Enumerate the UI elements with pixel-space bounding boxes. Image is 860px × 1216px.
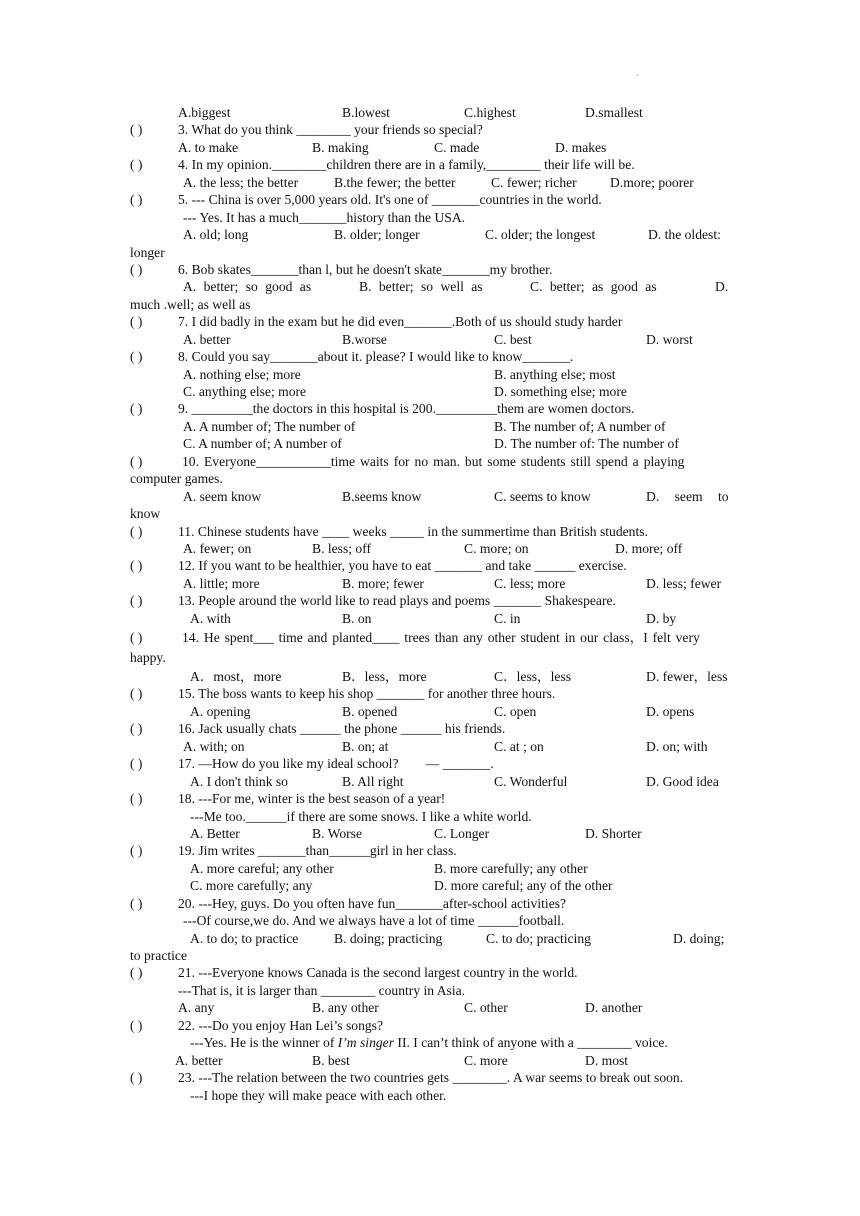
q21-options: [130, 999, 730, 1016]
q20-option-d: D. doing;: [673, 930, 725, 946]
q7-option-c: C. best: [494, 331, 532, 347]
q22-dialogue-post: II. I can’t think of anyone with a ________ voice.: [394, 1035, 668, 1051]
q14-stem-wrap: happy.: [130, 649, 166, 665]
q22-stem: 22. ---Do you enjoy Han Lei’s songs?: [178, 1017, 384, 1033]
q2-option-c: C.highest: [464, 105, 516, 120]
q18-option-b: B. Worse: [312, 825, 363, 841]
answer-blank: ( ): [130, 261, 143, 277]
q12-option-b: B. more; fewer: [342, 575, 424, 591]
q20-options: [130, 930, 730, 947]
answer-blank: ( ): [130, 630, 143, 646]
q15-option-c: C. open: [494, 703, 537, 719]
answer-blank: ( ): [130, 157, 143, 173]
q12-option-a: A. little; more: [183, 575, 260, 591]
q11-option-d: D. more; off: [615, 540, 683, 556]
q21-option-a: A. any: [178, 1000, 215, 1016]
q5-option-d-wrap: longer: [130, 244, 165, 260]
answer-blank: ( ): [130, 349, 143, 365]
q7-option-d: D. worst: [646, 331, 693, 347]
q10-option-a: A. seem know: [183, 488, 262, 504]
q23-line2: [130, 1087, 730, 1104]
q5-stem-line: [130, 191, 730, 208]
q19-stem-line: [130, 842, 730, 859]
q8-option-b: B. anything else; most: [494, 366, 616, 382]
q10-option-c: C. seems to know: [494, 488, 591, 504]
q8-option-a: A. nothing else; more: [183, 366, 301, 382]
q22-option-d: D. most: [585, 1052, 629, 1068]
q10-stem-line: [130, 453, 730, 470]
q10-stem: 10. Everyone___________time waits for no man. but some students still spend a playing: [182, 453, 685, 469]
q22-song-title: I’m singer: [337, 1035, 395, 1051]
q20-option-c: C. to do; practicing: [486, 930, 591, 946]
q10-option-b: B.seems know: [342, 488, 422, 504]
q17-options: [130, 773, 730, 790]
q20-option-d-wrap: to practice: [130, 948, 187, 963]
q3-options: [130, 139, 730, 156]
q10-stem-wrap: computer games.: [130, 471, 223, 487]
q22-dialogue-pre: ---Yes. He is the winner of: [190, 1035, 338, 1051]
q16-options: [130, 738, 730, 755]
q4-option-a: A. the less; the better: [183, 174, 299, 190]
q11-option-c: C. more; on: [464, 540, 529, 556]
q10-option-d-wrap: know: [130, 506, 161, 522]
q3-option-b: B. making: [312, 139, 369, 155]
q5-stem: 5. --- China is over 5,000 years old. It's one of _______countries in the world.: [178, 192, 602, 208]
q16-stem: 16. Jack usually chats ______ the phone ______ his friends.: [178, 721, 506, 737]
q9-options-row2: [130, 435, 730, 452]
q17-stem-line: [130, 755, 730, 772]
q18-stem-line: [130, 790, 730, 807]
q15-option-d: D. opens: [646, 703, 695, 719]
q6-option-b: B. better; so well as: [359, 279, 483, 295]
q14-option-d: D. fewer，less: [646, 669, 728, 684]
q5-option-a: A. old; long: [183, 227, 249, 243]
q13-option-c: C. in: [494, 610, 521, 626]
q3-stem: 3. What do you think ________ your friends so special?: [178, 122, 483, 138]
q7-stem-line: [130, 313, 730, 330]
q19-option-b: B. more carefully; any other: [434, 860, 588, 876]
q13-options: [130, 610, 730, 627]
q18-stem: 18. ---For me, winter is the best season of a year!: [178, 791, 446, 807]
q19-option-c: C. more carefully; any: [190, 878, 313, 894]
q23-dialogue: ---I hope they will make peace with each other.: [190, 1087, 447, 1103]
q13-option-d: D. by: [646, 610, 677, 626]
q22-dialogue: [190, 1034, 668, 1051]
q6-wrap: [130, 296, 730, 313]
q10-option-d: D. seem to: [646, 488, 729, 504]
q22-stem-line: [130, 1017, 730, 1034]
q16-option-d: D. on; with: [646, 738, 708, 754]
q18-dialogue: ---Me too.______if there are some snows. I like a white world.: [190, 808, 532, 824]
q15-options: [130, 703, 730, 720]
q12-stem-line: [130, 557, 730, 574]
q14-option-a: A．most，more: [190, 669, 282, 684]
q14-stem: 14. He spent___ time and planted____ trees than any other student in our class，I felt very: [182, 630, 700, 646]
answer-blank: ( ): [130, 1017, 143, 1033]
q14-stem-line: [130, 629, 730, 646]
q19-options-row1: [130, 860, 730, 877]
q4-options: [130, 174, 730, 191]
answer-blank: ( ): [130, 686, 143, 702]
q7-options: [130, 331, 730, 348]
answer-blank: ( ): [130, 895, 143, 911]
q10-wrap: [130, 505, 730, 522]
answer-blank: ( ): [130, 192, 143, 208]
q3-option-a: A. to make: [178, 139, 239, 155]
q16-stem-line: [130, 720, 730, 737]
q17-option-a: A. I don't think so: [190, 773, 288, 789]
q20-option-a: A. to do; to practice: [190, 930, 299, 946]
q11-stem-line: [130, 523, 730, 540]
q5-wrap: [130, 244, 730, 261]
q22-line2: [130, 1034, 730, 1051]
q22-option-a: A. better: [175, 1052, 223, 1068]
q5-option-d: D. the oldest:: [648, 227, 721, 243]
q19-options-row2: [130, 877, 730, 894]
q13-stem-line: [130, 592, 730, 609]
q10-stem-wrap-line: [130, 470, 730, 487]
q22-option-c: C. more: [464, 1052, 508, 1068]
q21-option-d: D. another: [585, 1000, 643, 1016]
q22-option-b: B. best: [312, 1052, 350, 1068]
q9-options-row1: [130, 418, 730, 435]
q20-stem: 20. ---Hey, guys. Do you often have fun_______after-school activities?: [178, 895, 567, 911]
q4-stem-line: [130, 156, 730, 173]
q14-options: [130, 668, 730, 685]
q6-option-a: A. better; so good as: [183, 279, 312, 295]
q6-option-c: C. better; as good as: [530, 279, 657, 295]
q20-line2: [130, 912, 730, 929]
q13-stem: 13. People around the world like to read plays and poems _______ Shakespeare.: [178, 593, 616, 609]
q4-option-c: C. fewer; richer: [491, 174, 577, 190]
answer-blank: ( ): [130, 791, 143, 807]
q18-option-a: A. Better: [190, 825, 240, 841]
q11-option-a: A. fewer; on: [183, 540, 252, 556]
q22-options: [130, 1052, 730, 1069]
q8-option-d: D. something else; more: [494, 384, 627, 399]
q15-stem: 15. The boss wants to keep his shop _______ for another three hours.: [178, 686, 556, 702]
q17-stem: 17. —How do you like my ideal school? — _______.: [178, 756, 494, 772]
q12-options: [130, 575, 730, 592]
q14-stem-wrap-line: [130, 649, 730, 666]
q18-options: [130, 825, 730, 842]
q6-option-d: D.: [715, 279, 729, 295]
q16-option-b: B. on; at: [342, 738, 389, 754]
q15-stem-line: [130, 685, 730, 702]
q4-option-b: B.the fewer; the better: [334, 174, 456, 190]
q18-option-c: C. Longer: [434, 825, 490, 841]
q20-option-b: B. doing; practicing: [334, 930, 443, 946]
q17-option-d: D. Good idea: [646, 773, 719, 789]
q7-option-a: A. better: [183, 331, 231, 347]
corner-mark: .: [636, 68, 639, 79]
q16-option-c: C. at ; on: [494, 738, 544, 754]
answer-blank: ( ): [130, 523, 143, 539]
q19-option-d: D. more careful; any of the other: [434, 878, 613, 894]
q5-option-b: B. older; longer: [334, 227, 420, 243]
q15-option-b: B. opened: [342, 703, 398, 719]
answer-blank: ( ): [130, 965, 143, 981]
question-list: [130, 104, 730, 1104]
q21-option-c: C. other: [464, 1000, 508, 1016]
answer-blank: ( ): [130, 1070, 143, 1086]
q2-options: [130, 104, 730, 121]
q3-option-c: C. made: [434, 139, 480, 155]
q17-option-b: B. All right: [342, 773, 404, 789]
q6-stem: 6. Bob skates_______than l, but he doesn't skate_______my brother.: [178, 261, 553, 277]
answer-blank: ( ): [130, 843, 143, 859]
q9-option-d: D. The number of: The number of: [494, 436, 679, 452]
q2-option-b: B.lowest: [342, 105, 390, 120]
q12-option-d: D. less; fewer: [646, 575, 722, 591]
q18-line2: [130, 808, 730, 825]
answer-blank: ( ): [130, 453, 143, 469]
q5-line2: [130, 209, 730, 226]
q8-options-row1: [130, 366, 730, 383]
q5-options: [130, 226, 730, 243]
q6-stem-line: [130, 261, 730, 278]
q2-option-a: A.biggest: [178, 105, 231, 120]
answer-blank: ( ): [130, 558, 143, 574]
q21-option-b: B. any other: [312, 1000, 379, 1016]
q9-option-a: A. A number of; The number of: [183, 418, 356, 434]
q4-stem: 4. In my opinion.________children there are in a family,________ their life will be.: [178, 157, 635, 173]
q3-option-d: D. makes: [555, 139, 607, 155]
answer-blank: ( ): [130, 314, 143, 330]
q5-dialogue: --- Yes. It has a much_______history than the USA.: [183, 209, 466, 225]
q17-option-c: C. Wonderful: [494, 773, 568, 789]
q4-option-d: D.more; poorer: [610, 174, 694, 190]
q2-option-d: D.smallest: [585, 105, 643, 120]
q12-stem: 12. If you want to be healthier, you have to eat _______ and take ______ exercise.: [178, 558, 627, 574]
q19-stem: 19. Jim writes _______than______girl in her class.: [178, 843, 457, 859]
q16-option-a: A. with; on: [183, 738, 245, 754]
q18-option-d: D. Shorter: [585, 825, 642, 841]
q19-option-a: A. more careful; any other: [190, 860, 334, 876]
q7-option-b: B.worse: [342, 331, 387, 347]
q11-options: [130, 540, 730, 557]
answer-blank: ( ): [130, 756, 143, 772]
q6-option-d-wrap: much .well; as well as: [130, 296, 251, 312]
q8-options-row2: [130, 383, 730, 400]
q21-stem-line: [130, 964, 730, 981]
q8-option-c: C. anything else; more: [183, 384, 307, 399]
q9-stem: 9. _________the doctors in this hospital is 200._________them are women doctors.: [178, 401, 635, 417]
q8-stem-line: [130, 348, 730, 365]
q21-stem: 21. ---Everyone knows Canada is the second largest country in the world.: [178, 965, 578, 981]
answer-blank: ( ): [130, 401, 143, 417]
q13-option-b: B. on: [342, 610, 372, 626]
q14-option-c: C．less，less: [494, 669, 572, 684]
q21-line2: [130, 982, 730, 999]
answer-blank: ( ): [130, 593, 143, 609]
q7-stem: 7. I did badly in the exam but he did even_______.Both of us should study harder: [178, 314, 623, 330]
q20-dialogue: ---Of course,we do. And we always have a lot of time ______football.: [183, 913, 565, 929]
q11-stem: 11. Chinese students have ____ weeks _____ in the summertime than British students.: [178, 523, 648, 539]
q15-option-a: A. opening: [190, 703, 251, 719]
q14-option-b: B．less，more: [342, 669, 427, 684]
answer-blank: ( ): [130, 122, 143, 138]
q9-stem-line: [130, 400, 730, 417]
q20-wrap: [130, 947, 730, 964]
q10-options: [130, 488, 730, 505]
q23-stem-line: [130, 1069, 730, 1086]
q9-option-b: B. The number of; A number of: [494, 418, 666, 434]
answer-blank: ( ): [130, 721, 143, 737]
q8-stem: 8. Could you say_______about it. please? I would like to know_______.: [178, 349, 574, 365]
q13-option-a: A. with: [190, 610, 231, 626]
q11-option-b: B. less; off: [312, 540, 372, 556]
q23-stem: 23. ---The relation between the two countries gets ________. A war seems to break out soon.: [178, 1070, 684, 1086]
q3-stem-line: [130, 121, 730, 138]
q6-options: [130, 278, 730, 295]
q21-dialogue: ---That is, it is larger than ________ country in Asia.: [178, 982, 466, 998]
q20-stem-line: [130, 895, 730, 912]
q5-option-c: C. older; the longest: [485, 227, 596, 243]
q9-option-c: C. A number of; A number of: [183, 436, 342, 452]
q12-option-c: C. less; more: [494, 575, 566, 591]
